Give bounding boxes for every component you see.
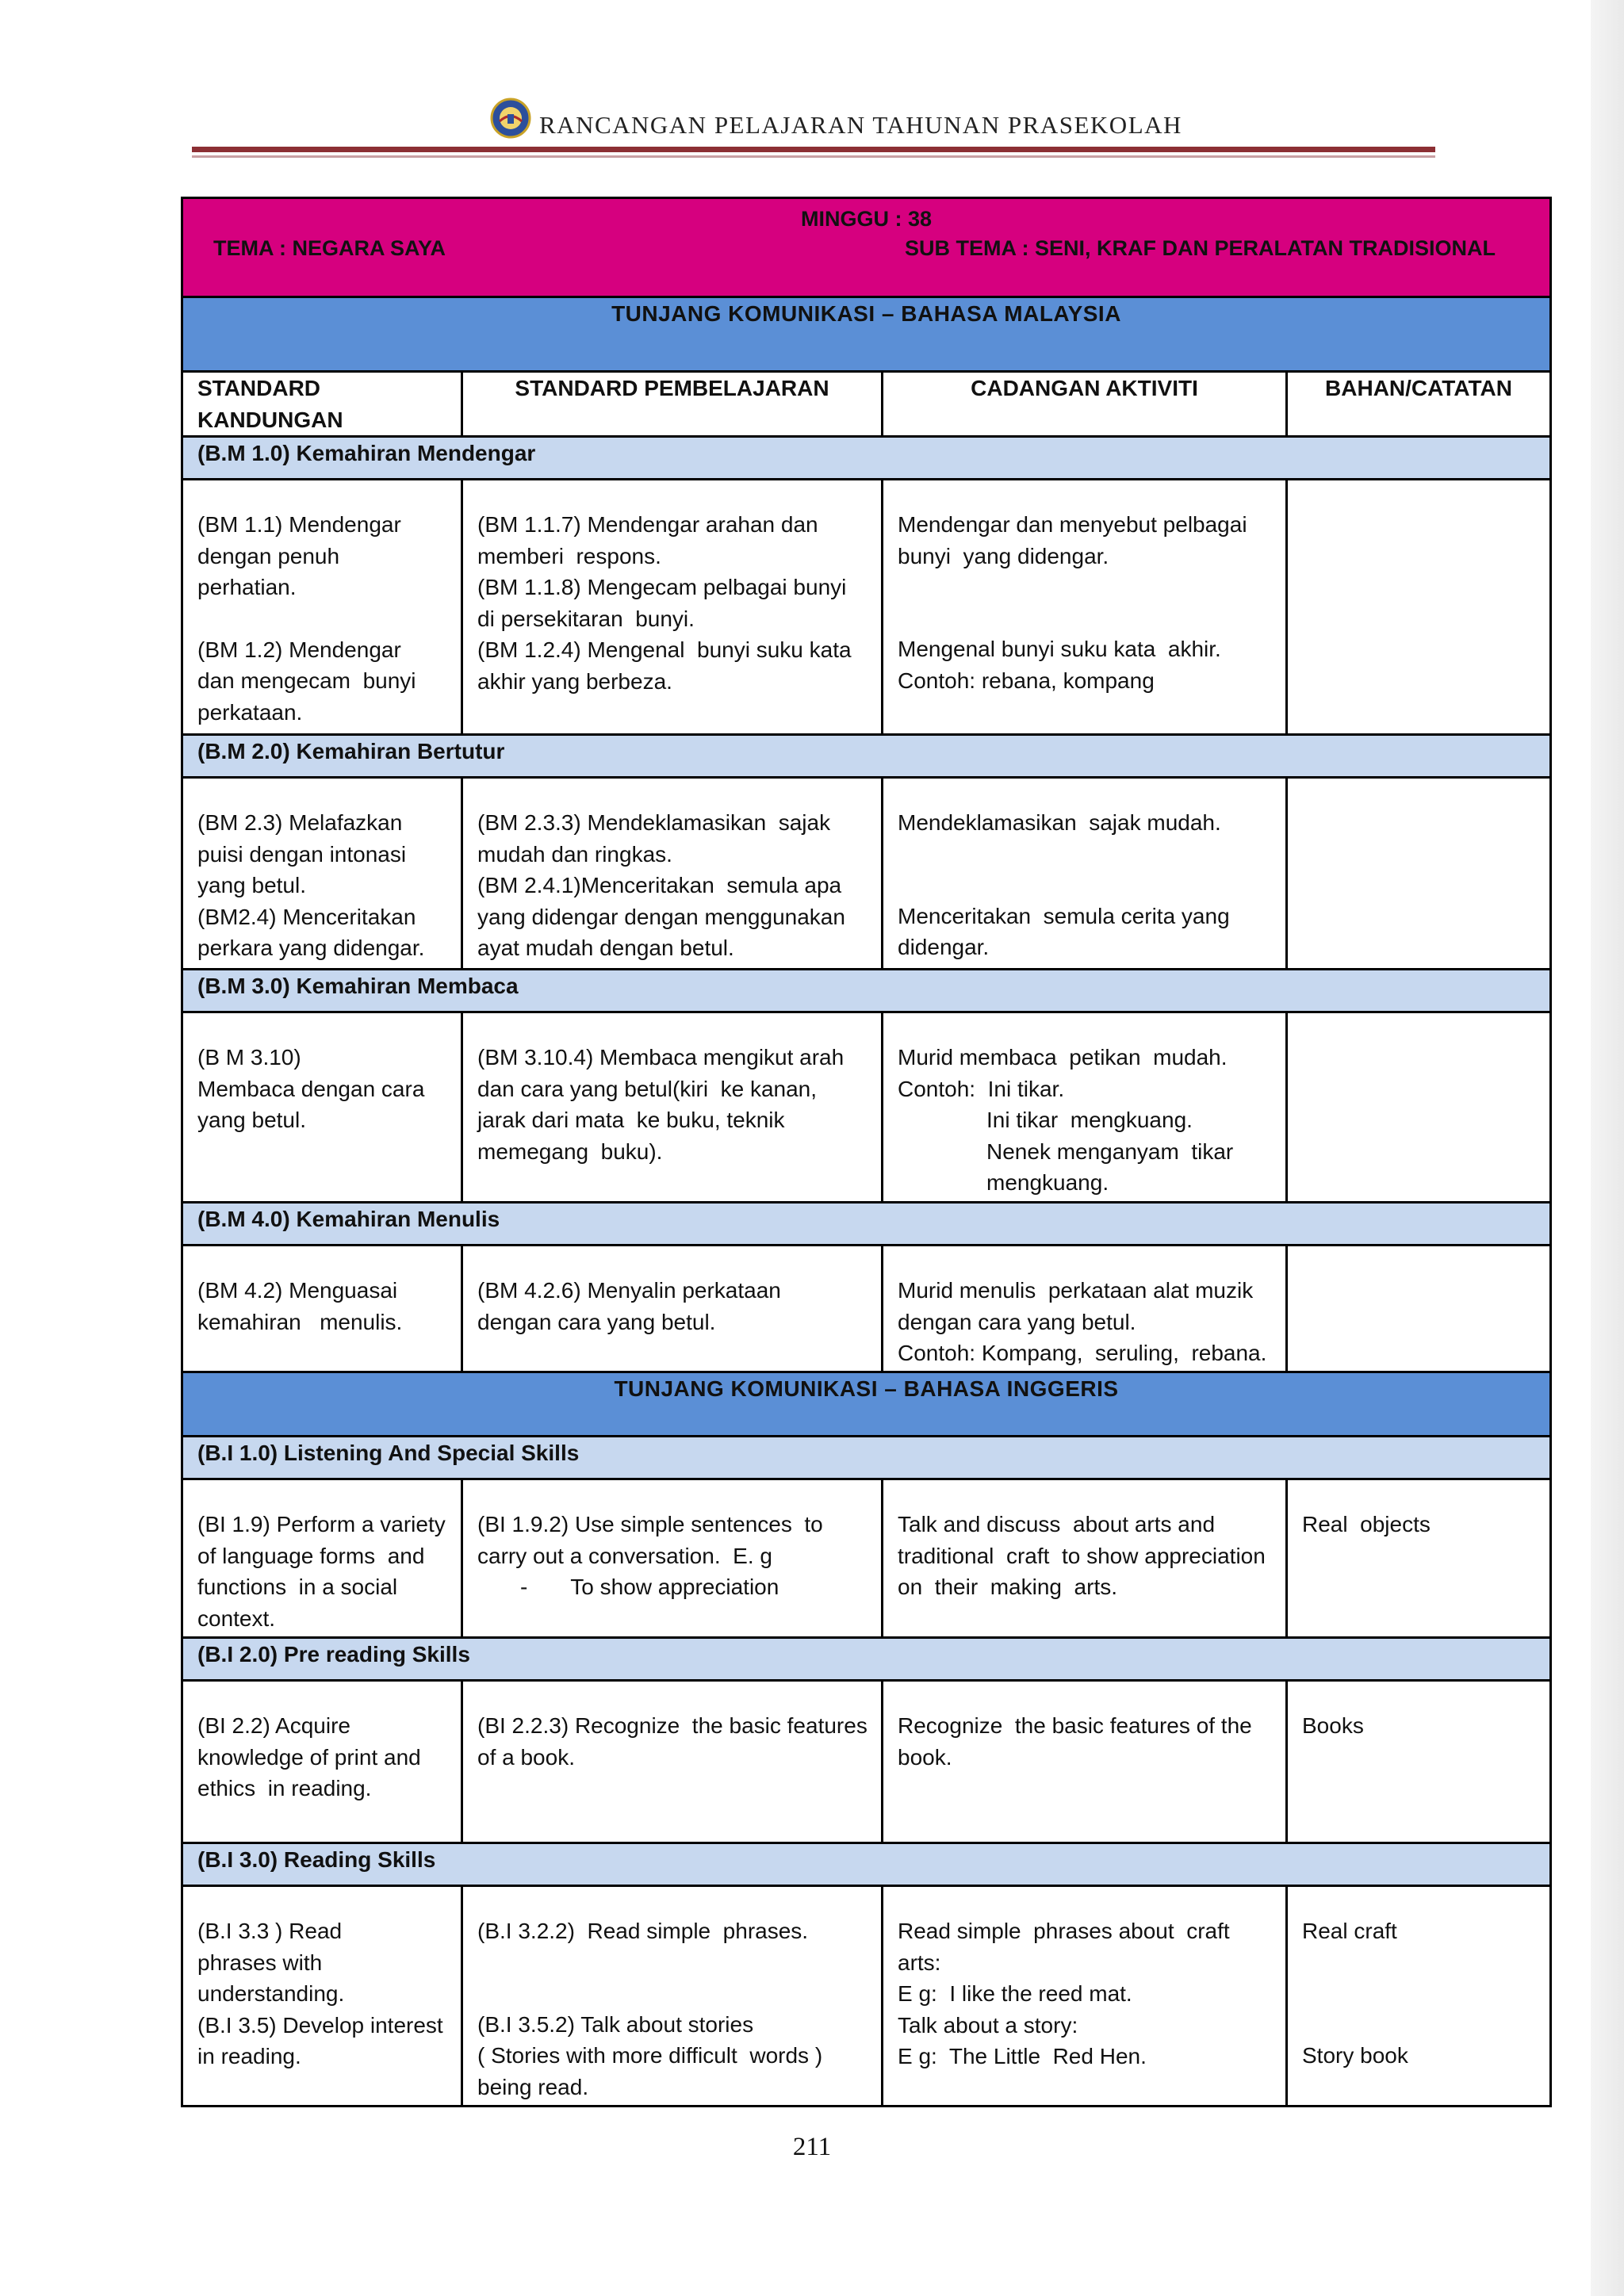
- cell-text-line: ethics in reading.: [197, 1776, 372, 1800]
- cadangan-aktiviti-cell: [883, 1479, 1287, 1638]
- cell-text-line: akhir yang berbeza.: [477, 668, 672, 694]
- cell-text-line: on their making arts.: [898, 1575, 1118, 1599]
- cell-text-line: Murid menulis perkataan alat muzik: [898, 1278, 1254, 1303]
- cell-text-line: functions in a social: [197, 1575, 398, 1599]
- bahan-catatan-cell: [1287, 1886, 1551, 2107]
- table-row: [182, 1246, 1551, 1372]
- week-label: MINGGU : 38: [800, 207, 933, 231]
- cell-text-line: (BM 2.3.3) Mendeklamasikan sajak: [477, 810, 831, 835]
- cell-text-line: of language forms and: [197, 1543, 425, 1568]
- cell-text-line: [898, 870, 1271, 901]
- cell-text-line: Menceritakan semula cerita yang: [898, 903, 1230, 928]
- table-row: [182, 1886, 1551, 2107]
- cell-text-line: context.: [197, 1605, 276, 1631]
- standard-pembelajaran-cell: [462, 1886, 883, 2107]
- section-row: [182, 437, 1551, 480]
- standard-kandungan-cell: [182, 1681, 462, 1843]
- standard-pembelajaran-cell: [462, 1012, 883, 1203]
- standard-pembelajaran-cell: (BI 1.9.2) Use simple sentences to carry out a conversation. E. g - To show appreciation: [462, 1479, 883, 1638]
- cell-text-line: bunyi yang didengar.: [898, 543, 1109, 568]
- standard-kandungan-cell: [182, 778, 462, 970]
- cadangan-aktiviti-cell: [883, 1246, 1287, 1372]
- cell-text-line: jarak dari mata ke buku, teknik: [477, 1108, 785, 1132]
- cell-text-line: being read.: [477, 2074, 589, 2099]
- section-row: [182, 1203, 1551, 1246]
- cell-text-line: [898, 839, 1271, 870]
- band-title: TUNJANG KOMUNIKASI – BAHASA INGGERIS: [182, 1372, 1551, 1437]
- section-row: [182, 1638, 1551, 1681]
- standard-kandungan-cell: [182, 1246, 462, 1372]
- cell-text-line: ( Stories with more difficult words ): [477, 2043, 823, 2068]
- cell-text-line: [1302, 2009, 1535, 2040]
- cell-text-line: (BI 1.9.2) Use simple sentences to: [477, 1512, 823, 1536]
- cadangan-aktiviti-cell: [883, 1012, 1287, 1203]
- standard-pembelajaran-cell: [462, 480, 883, 735]
- cell-text-line: dan mengecam bunyi: [197, 668, 416, 693]
- cell-text-line: (BI 2.2.3) Recognize the basic features: [477, 1713, 868, 1738]
- section-title: (B.M 1.0) Kemahiran Mendengar: [182, 437, 1551, 480]
- cadangan-aktiviti-cell: [883, 1886, 1287, 2107]
- table-row: [182, 1479, 1551, 1638]
- table-row: [182, 778, 1551, 970]
- column-header: STANDARD PEMBELAJARAN: [462, 372, 883, 437]
- standard-pembelajaran-cell: [462, 1681, 883, 1843]
- bahan-catatan-cell: [1287, 1246, 1551, 1372]
- cell-text-line: yang betul.: [197, 873, 306, 897]
- cell-text-line: Books: [1302, 1713, 1364, 1738]
- bahan-catatan-cell: [1287, 1012, 1551, 1203]
- cell-text-line: Contoh: rebana, kompang: [898, 668, 1155, 693]
- cell-text-line: (BM 2.3) Melafazkan: [197, 810, 403, 835]
- standard-pembelajaran-cell: [462, 1246, 883, 1372]
- cell-text-line: dengan cara yang betul.: [477, 1309, 716, 1334]
- cell-text-line: perkataan.: [197, 699, 303, 725]
- ministry-crest-icon: [489, 97, 532, 140]
- cell-text-line: [898, 572, 1271, 603]
- cell-text-line: [1302, 1978, 1535, 2009]
- cell-text-line: (BM 1.1.7) Mendengar arahan dan: [477, 512, 818, 537]
- cell-text-line: Membaca dengan cara: [197, 1076, 425, 1101]
- header-rule: [192, 147, 1435, 152]
- cadangan-aktiviti-cell: [883, 480, 1287, 735]
- cell-text-line: Murid membaca petikan mudah.: [898, 1045, 1228, 1070]
- table-row: [182, 1681, 1551, 1843]
- header-title: RANCANGAN PELAJARAN TAHUNAN PRASEKOLAH: [539, 111, 1182, 139]
- band-bahasa-inggeris: [182, 1372, 1551, 1437]
- cell-text-line: (BM 1.1.8) Mengecam pelbagai bunyi: [477, 575, 847, 599]
- cell-text-line: (BM 3.10.4) Membaca mengikut arah: [477, 1045, 845, 1070]
- band-title: TUNJANG KOMUNIKASI – BAHASA MALAYSIA: [182, 297, 1551, 372]
- standard-kandungan-cell: [182, 480, 462, 735]
- standard-kandungan-cell: [182, 1479, 462, 1638]
- lesson-plan-table: [181, 197, 1552, 2107]
- cell-text-line: Read simple phrases about craft: [898, 1919, 1230, 1943]
- column-header: BAHAN/CATATAN: [1287, 372, 1551, 437]
- standard-pembelajaran-cell: [462, 778, 883, 970]
- bahan-catatan-cell: [1287, 1479, 1551, 1638]
- cell-text-line: kemahiran menulis.: [197, 1309, 403, 1334]
- cell-text-line: Nenek menganyam tikar: [986, 1138, 1234, 1164]
- cell-text-line: memberi respons.: [477, 543, 661, 568]
- cell-text-line: knowledge of print and: [197, 1744, 421, 1770]
- cell-text-line: Contoh: Ini tikar.: [898, 1076, 1065, 1101]
- cell-text-line: [898, 603, 1271, 633]
- section-row: [182, 1437, 1551, 1479]
- column-header: STANDARD KANDUNGAN: [182, 372, 462, 437]
- section-title: (B.M 3.0) Kemahiran Membaca: [182, 970, 1551, 1012]
- cell-text-line: (BM 1.1) Mendengar: [197, 512, 401, 537]
- cell-text-line: Recognize the basic features of the: [898, 1713, 1252, 1738]
- cell-text-line: dengan penuh: [197, 543, 340, 568]
- cell-text-line: [477, 1978, 867, 2009]
- cell-text-line: (BI 1.9) Perform a variety: [197, 1512, 446, 1536]
- cell-text-line: (BM 1.2) Mendengar: [197, 637, 401, 662]
- column-header-row: [182, 372, 1551, 437]
- cell-text-line: (BM 2.4.1)Menceritakan semula apa: [477, 873, 842, 897]
- section-row: [182, 1843, 1551, 1886]
- subtheme-label: SUB TEMA : SENI, KRAF DAN PERALATAN TRADISIONAL: [905, 236, 1496, 260]
- bahan-catatan-cell: [1287, 778, 1551, 970]
- cell-text-line: (BM2.4) Menceritakan: [197, 904, 416, 929]
- cell-text-line: Real craft: [1302, 1919, 1397, 1943]
- section-title: (B.M 2.0) Kemahiran Bertutur: [182, 735, 1551, 778]
- page-edge-shadow: [1591, 0, 1624, 2296]
- cell-text-line: (BM 1.2.4) Mengenal bunyi suku kata: [477, 637, 852, 662]
- cadangan-aktiviti-cell: [883, 1681, 1287, 1843]
- section-title: (B.I 2.0) Pre reading Skills: [182, 1638, 1551, 1681]
- section-title: (B.I 3.0) Reading Skills: [182, 1843, 1551, 1886]
- cell-text-line: di persekitaran bunyi.: [477, 606, 695, 631]
- cell-text-line: (B M 3.10): [197, 1045, 301, 1070]
- cell-text-line: Ini tikar mengkuang.: [986, 1108, 1193, 1132]
- cell-text-line: dengan cara yang betul.: [898, 1309, 1136, 1334]
- cell-text-line: (BM 4.2) Menguasai: [197, 1278, 398, 1303]
- cell-text-line: Mendeklamasikan sajak mudah.: [898, 810, 1221, 835]
- bahan-catatan-cell: [1287, 480, 1551, 735]
- cell-text-line: (BI 2.2) Acquire: [197, 1713, 350, 1738]
- cell-text-line: Real objects: [1302, 1512, 1431, 1536]
- cell-text-line: memegang buku).: [477, 1138, 663, 1164]
- cell-text-line: (B.I 3.5) Develop interest: [197, 2012, 443, 2038]
- cell-text-line: Talk about a story:: [898, 2012, 1078, 2038]
- section-row: [182, 735, 1551, 778]
- cell-text-line: [1302, 1947, 1535, 1978]
- cell-text-line: yang betul.: [197, 1108, 306, 1132]
- cell-text-line: mudah dan ringkas.: [477, 841, 672, 867]
- cell-text-line: mengkuang.: [986, 1170, 1109, 1195]
- cell-text-line: didengar.: [898, 935, 990, 959]
- table-row: [182, 1012, 1551, 1203]
- cell-text-line: perkara yang didengar.: [197, 936, 425, 960]
- cell-text-line: perhatian.: [197, 575, 297, 599]
- cell-text-line: (B.I 3.3 ) Read: [197, 1919, 343, 1943]
- cell-text-line: Story book: [1302, 2042, 1408, 2068]
- standard-kandungan-cell: [182, 1886, 462, 2107]
- page-header: [0, 0, 1624, 166]
- cell-text-line: understanding.: [197, 1981, 345, 2006]
- cell-text-line: of a book.: [477, 1744, 575, 1770]
- cell-text-line: (B.I 3.5.2) Talk about stories: [477, 2011, 754, 2037]
- section-title: (B.M 4.0) Kemahiran Menulis: [182, 1203, 1551, 1246]
- cell-text-line: in reading.: [197, 2044, 301, 2068]
- bahan-catatan-cell: [1287, 1681, 1551, 1843]
- band-bahasa-malaysia: [182, 297, 1551, 372]
- section-row: [182, 970, 1551, 1012]
- cell-text-line: ayat mudah dengan betul.: [477, 936, 734, 960]
- cell-text-line: [197, 603, 446, 634]
- cell-text-line: traditional craft to show appreciation: [898, 1543, 1266, 1568]
- theme-row: [182, 198, 1551, 297]
- column-header: CADANGAN AKTIVITI: [883, 372, 1287, 437]
- cell-text-line: book.: [898, 1744, 952, 1770]
- header-rule-light: [192, 155, 1435, 158]
- cadangan-aktiviti-cell: [883, 778, 1287, 970]
- cell-text-line: carry out a conversation. E. g: [477, 1543, 772, 1568]
- cell-text-line: phrases with: [197, 1950, 323, 1975]
- cell-text-line: Contoh: Kompang, seruling, rebana.: [898, 1341, 1267, 1365]
- cell-text-line: [477, 1947, 867, 1978]
- cell-text-line: (BM 4.2.6) Menyalin perkataan: [477, 1278, 781, 1303]
- section-title: (B.I 1.0) Listening And Special Skills: [182, 1437, 1551, 1479]
- cell-text-line: (B.I 3.2.2) Read simple phrases.: [477, 1919, 809, 1943]
- cell-text-line: dan cara yang betul(kiri ke kanan,: [477, 1076, 818, 1101]
- cell-text-line: E g: I like the reed mat.: [898, 1981, 1132, 2006]
- cell-text-line: arts:: [898, 1950, 941, 1975]
- table-row: [182, 480, 1551, 735]
- standard-kandungan-cell: [182, 1012, 462, 1203]
- cell-text-line: Talk and discuss about arts and: [898, 1512, 1216, 1536]
- cell-text-line: puisi dengan intonasi: [197, 841, 407, 867]
- cell-text-line: Mendengar dan menyebut pelbagai: [898, 512, 1247, 537]
- cell-text-line: Mengenal bunyi suku kata akhir.: [898, 637, 1221, 661]
- page-number: 211: [792, 2133, 832, 2161]
- cell-text-line: yang didengar dengan menggunakan: [477, 904, 845, 929]
- cell-text-line: E g: The Little Red Hen.: [898, 2044, 1147, 2068]
- theme-label: TEMA : NEGARA SAYA: [213, 236, 446, 260]
